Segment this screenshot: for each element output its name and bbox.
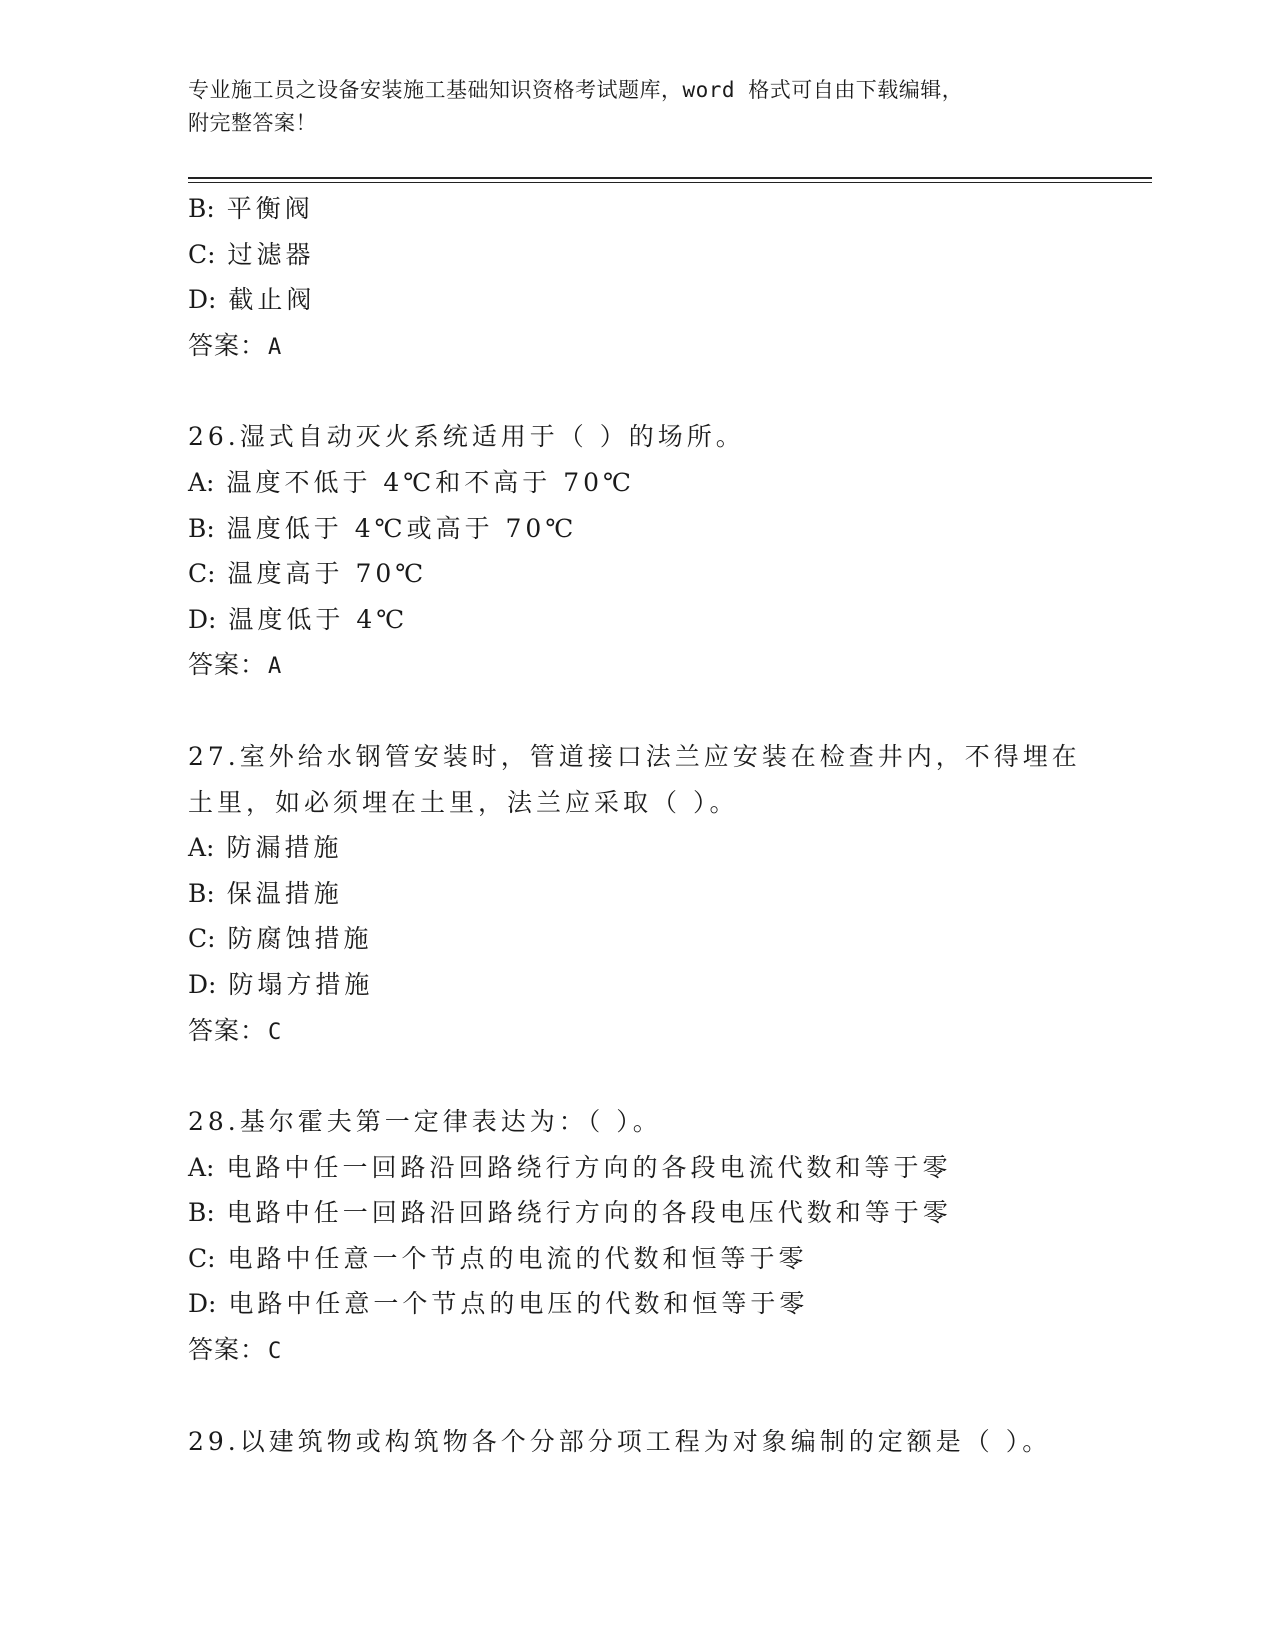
question-stem-line-1: 27.室外给水钢管安装时，管道接口法兰应安装在检查井内，不得埋在 <box>188 741 1081 771</box>
option-text: 防塌方措施 <box>228 969 374 999</box>
option-text: 平衡阀 <box>226 194 314 223</box>
option-key: C: <box>188 559 216 589</box>
option-b <box>188 871 1148 917</box>
option-key: D: <box>188 969 217 999</box>
question-27 <box>188 734 1148 1053</box>
question-stem: 28.基尔霍夫第一定律表达为：（ ）。 <box>188 1107 662 1137</box>
answer-value: A <box>268 334 283 360</box>
spacer <box>188 1373 1148 1419</box>
option-b <box>188 186 1148 232</box>
option-key: D: <box>188 1289 217 1319</box>
option-b <box>188 1190 1148 1236</box>
option-text: 防腐蚀措施 <box>227 924 373 954</box>
answer-value: A <box>268 654 283 680</box>
option-key: A: <box>188 833 215 863</box>
header-divider <box>188 177 1152 183</box>
spacer <box>188 368 1148 414</box>
option-key: D: <box>188 285 217 315</box>
document-header <box>188 74 1088 140</box>
option-text: 电路中任意一个节点的电流的代数和恒等于零 <box>227 1243 808 1273</box>
option-text: 过滤器 <box>227 239 315 269</box>
option-key: A: <box>188 467 215 497</box>
question-stem: 26.湿式自动灭火系统适用于（ ）的场所。 <box>188 422 745 452</box>
option-key: A: <box>188 1152 215 1182</box>
header-line-1: 专业施工员之设备安装施工基础知识资格考试题库，word 格式可自由下载编辑， <box>188 78 964 102</box>
option-text: 截止阀 <box>228 285 316 315</box>
answer-value: C <box>268 1339 283 1365</box>
option-key: D: <box>188 604 217 634</box>
option-text: 温度低于 4℃或高于 70℃ <box>226 513 578 543</box>
option-text: 电路中任意一个节点的电压的代数和恒等于零 <box>228 1289 809 1319</box>
option-d <box>188 1281 1148 1327</box>
question-25 <box>188 186 1148 368</box>
question-26 <box>188 414 1148 688</box>
option-text: 温度高于 70℃ <box>227 559 428 589</box>
question-stem-line-2: 土里，如必须埋在土里，法兰应采取（ ）。 <box>188 787 739 817</box>
answer-label: 答案： <box>188 650 267 680</box>
option-key: C: <box>188 239 216 269</box>
option-key: C: <box>188 924 216 954</box>
option-text: 温度低于 4℃ <box>228 604 409 634</box>
question-stem: 29.以建筑物或构筑物各个分部分项工程为对象编制的定额是（ ）。 <box>188 1426 1052 1456</box>
answer-label: 答案： <box>188 330 267 360</box>
answer-line <box>188 1327 1148 1373</box>
option-c <box>188 551 1148 597</box>
option-key: B: <box>188 194 215 223</box>
answer-label: 答案： <box>188 1015 267 1045</box>
option-a <box>188 1145 1148 1191</box>
answer-line <box>188 323 1148 369</box>
spacer <box>188 1053 1148 1099</box>
question-29 <box>188 1419 1148 1465</box>
option-text: 防漏措施 <box>226 833 343 863</box>
option-c <box>188 916 1148 962</box>
option-a <box>188 825 1148 871</box>
option-d <box>188 597 1148 643</box>
option-d <box>188 277 1148 323</box>
option-key: C: <box>188 1243 216 1273</box>
question-list <box>188 186 1148 1464</box>
option-key: B: <box>188 513 215 543</box>
option-key: B: <box>188 1198 215 1228</box>
option-b <box>188 506 1148 552</box>
answer-line <box>188 642 1148 688</box>
option-text: 电路中任一回路沿回路绕行方向的各段电流代数和等于零 <box>226 1152 952 1182</box>
header-line-2: 附完整答案！ <box>188 111 317 135</box>
option-text: 温度不低于 4℃和不高于 70℃ <box>226 467 635 497</box>
option-a <box>188 460 1148 506</box>
option-c <box>188 1236 1148 1282</box>
option-c <box>188 232 1148 278</box>
option-key: B: <box>188 878 215 908</box>
option-d <box>188 962 1148 1008</box>
spacer <box>188 688 1148 734</box>
option-text: 保温措施 <box>226 878 343 908</box>
option-text: 电路中任一回路沿回路绕行方向的各段电压代数和等于零 <box>226 1198 952 1228</box>
answer-label: 答案： <box>188 1335 267 1365</box>
answer-value: C <box>268 1019 283 1045</box>
answer-line <box>188 1008 1148 1054</box>
question-28 <box>188 1099 1148 1373</box>
